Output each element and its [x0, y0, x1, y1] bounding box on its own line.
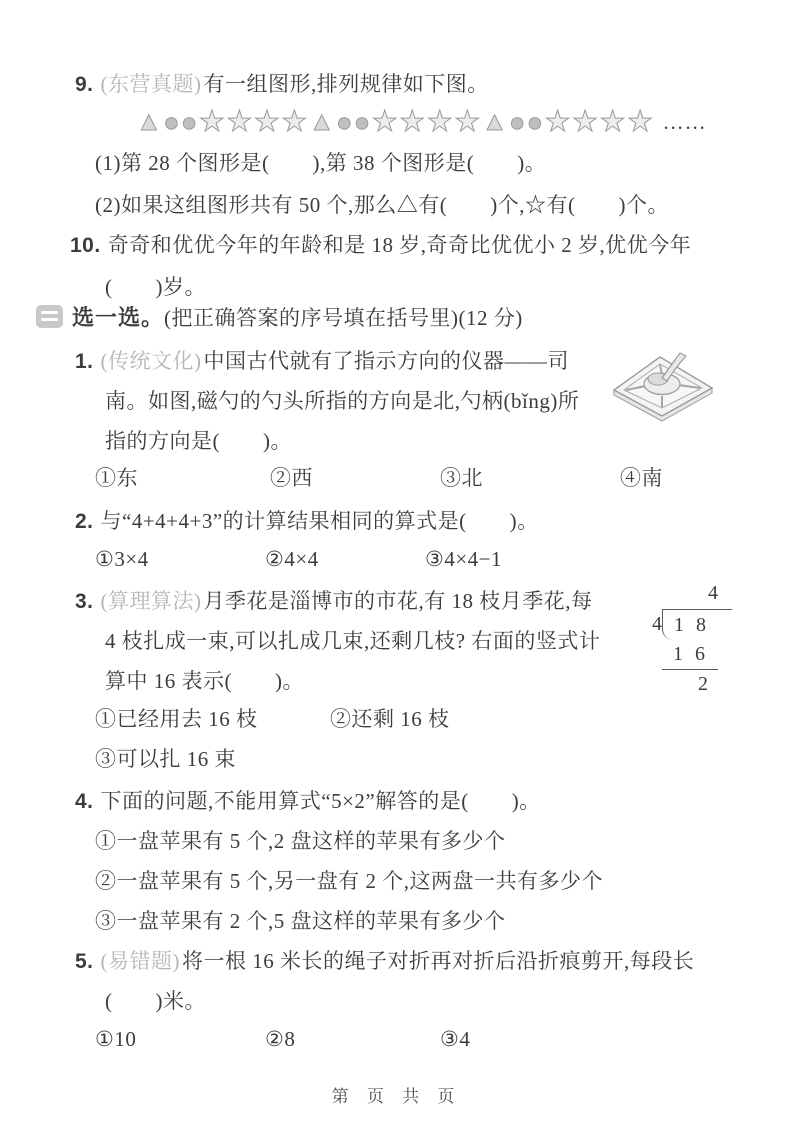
question-1-options	[95, 464, 663, 492]
question-4-option-3: ③一盘苹果有 2 个,5 盘这样的苹果有多少个	[95, 909, 506, 933]
option-1: ①3×4	[95, 547, 149, 571]
option-3: ③4	[440, 1027, 471, 1051]
question-9-sub1: (1)第 28 个图形是( ),第 38 个图形是( )。	[95, 151, 547, 175]
circle-shape: ●	[353, 107, 371, 137]
division-divisor: 4	[652, 613, 662, 635]
triangle-shape: ▲	[136, 107, 163, 136]
star-shape: ★	[627, 106, 654, 138]
section-subtitle: (把正确答案的序号填在括号里)(12 分)	[164, 306, 523, 330]
question-4-line1	[75, 787, 541, 816]
page-footer: 第 页 共 页	[331, 1087, 462, 1106]
question-10-line1	[70, 231, 691, 260]
question-10-text: 奇奇和优优今年的年龄和是 18 岁,奇奇比优优小 2 岁,优优今年	[107, 233, 692, 257]
question-3-options-row2: ③可以扎 16 束	[95, 747, 236, 771]
question-3-line2: 4 枝扎成一束,可以扎成几束,还剩几枝? 右面的竖式计	[105, 629, 601, 653]
question-9-sub2: (2)如果这组图形共有 50 个,那么△有( )个,☆有( )个。	[95, 193, 669, 217]
question-10-line2: ( )岁。	[105, 275, 206, 299]
question-5-tag: (易错题)	[100, 949, 181, 973]
division-dividend: 1 8	[662, 609, 732, 640]
question-3-options-row1	[95, 705, 450, 733]
triangle-shape: ▲	[308, 107, 336, 136]
option-2: ②还剩 16 枝	[330, 707, 450, 731]
question-3-line3: 算中 16 表示( )。	[105, 669, 304, 693]
triangle-shape: ▲	[481, 107, 508, 136]
star-shape: ★	[399, 106, 426, 138]
circle-shape: ●	[526, 107, 544, 137]
question-9-tag: (东营真题)	[100, 72, 202, 96]
question-9-text: 有一组图形,排列规律如下图。	[203, 72, 489, 96]
question-4-option-2: ②一盘苹果有 5 个,另一盘有 2 个,这两盘一共有多少个	[95, 869, 603, 893]
question-1-line3: 指的方向是( )。	[105, 429, 292, 453]
division-remainder: 2	[698, 673, 708, 695]
question-1-line1	[75, 347, 569, 376]
star-shape: ★	[281, 106, 308, 138]
question-1-line2: 南。如图,磁勺的勺头所指的方向是北,勺柄(bǐng)所	[105, 389, 580, 413]
option-2: ②4×4	[265, 547, 319, 571]
option-2: ②西	[270, 466, 313, 490]
question-4-number: 4.	[75, 790, 94, 813]
circle-shape: ●	[508, 107, 526, 137]
list-icon	[36, 305, 63, 328]
question-5-line1	[75, 947, 694, 976]
question-3-text: 月季花是淄博市的市花,有 18 枝月季花,每	[203, 589, 593, 613]
question-3-tag: (算理算法)	[100, 589, 202, 613]
star-shape: ★	[253, 106, 281, 138]
option-1: ①10	[95, 1027, 137, 1051]
question-1-tag: (传统文化)	[100, 349, 202, 373]
question-2-line1	[75, 507, 539, 536]
circle-shape: ●	[181, 107, 198, 137]
question-4-option-1: ①一盘苹果有 5 个,2 盘这样的苹果有多少个	[95, 829, 506, 853]
question-4-text: 下面的问题,不能用算式“5×2”解答的是( )。	[100, 789, 541, 813]
star-shape: ★	[371, 106, 399, 138]
star-shape: ★	[544, 106, 572, 138]
question-2-text: 与“4+4+4+3”的计算结果相同的算式是( )。	[100, 509, 539, 533]
section-header	[36, 304, 523, 332]
circle-shape: ●	[163, 107, 181, 137]
question-5-text: 将一根 16 米长的绳子对折再对折后沿折痕剪开,每段长	[182, 949, 695, 973]
option-3: ③4×4−1	[425, 547, 503, 571]
star-shape: ★	[454, 106, 481, 138]
option-3: ③北	[440, 466, 483, 490]
question-3-number: 3.	[75, 590, 94, 613]
option-4: ④南	[620, 466, 663, 490]
option-1: ①东	[95, 466, 138, 490]
question-9-number: 9.	[75, 73, 94, 96]
question-3-line1	[75, 587, 593, 616]
division-product: 1 6	[662, 640, 718, 670]
star-shape: ★	[198, 106, 226, 138]
question-10-number: 10.	[70, 234, 101, 257]
shape-sequence	[136, 107, 707, 137]
question-2-options	[95, 545, 502, 573]
star-shape: ★	[426, 106, 454, 138]
division-quotient: 4	[708, 582, 718, 604]
question-5-number: 5.	[75, 950, 94, 973]
question-2-number: 2.	[75, 510, 94, 533]
star-shape: ★	[572, 106, 599, 138]
circle-shape: ●	[336, 107, 353, 137]
question-1-number: 1.	[75, 350, 94, 373]
star-shape: ★	[226, 106, 253, 138]
question-9-intro	[75, 70, 489, 99]
long-division-figure	[646, 582, 732, 696]
star-shape: ★	[599, 106, 627, 138]
option-1: ①已经用去 16 枝	[95, 707, 258, 731]
sequence-ellipsis: ……	[662, 110, 707, 134]
question-5-options	[95, 1025, 470, 1053]
sinan-compass-illustration	[604, 344, 722, 424]
section-title: 选一选。	[72, 305, 165, 330]
option-2: ②8	[265, 1027, 296, 1051]
question-1-text: 中国古代就有了指示方向的仪器——司	[203, 349, 570, 373]
question-5-line2: ( )米。	[105, 989, 206, 1013]
